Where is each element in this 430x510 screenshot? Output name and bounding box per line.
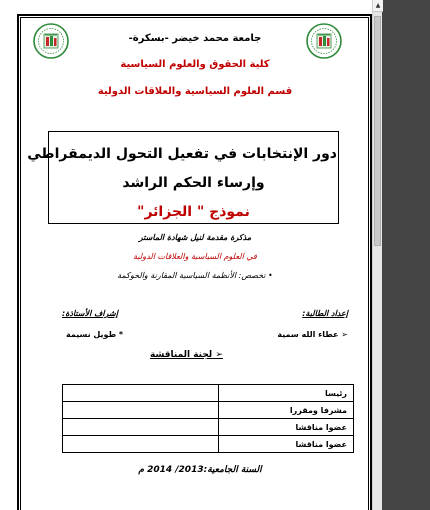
background-panel bbox=[382, 0, 430, 510]
student-name-text: عطاء الله سمية bbox=[277, 330, 339, 339]
thesis-title-line-3: نموذج " الجزائر" bbox=[137, 204, 250, 220]
memo-line-1: مذكرة مقدمة لنيل شهادة الماستر bbox=[138, 233, 252, 242]
committee-role: عضوا مناقشا bbox=[219, 419, 354, 436]
table-row bbox=[63, 385, 354, 402]
faculty-name: كلية الحقوق والعلوم السياسية bbox=[120, 59, 270, 70]
specialization: • تخصص: الأنظمة السياسية المقارنة والحوكمة bbox=[117, 271, 273, 280]
scrollbar-thumb[interactable] bbox=[374, 16, 381, 246]
prepared-by-label: إعداد الطالبة: bbox=[302, 309, 348, 318]
committee-member bbox=[63, 436, 219, 453]
check-arrow-icon: ➢ bbox=[215, 350, 223, 360]
thesis-title-line-2: وإرساء الحكم الراشد bbox=[122, 175, 265, 191]
committee-role: رئيسا bbox=[219, 385, 354, 402]
committee-role: مشرفا ومقررا bbox=[219, 402, 354, 419]
academic-year: السنة الجامعية:2013/ 2014 م bbox=[138, 465, 262, 475]
department-name: قسم العلوم السياسية والعلاقات الدولية bbox=[97, 86, 293, 97]
committee-role: عضوا مناقشا bbox=[219, 436, 354, 453]
committee-table bbox=[62, 384, 354, 453]
table-row bbox=[63, 436, 354, 453]
memo-line-2: في العلوم السياسية والعلاقات الدولية bbox=[133, 252, 257, 261]
committee-member bbox=[63, 385, 219, 402]
committee-label: لجنة المناقشة bbox=[150, 350, 213, 360]
asterisk-bullet-icon: * bbox=[118, 330, 124, 339]
table-row bbox=[63, 402, 354, 419]
table-row bbox=[63, 419, 354, 436]
supervisor-name bbox=[66, 330, 123, 339]
vertical-scrollbar[interactable] bbox=[372, 0, 382, 510]
committee-member bbox=[63, 419, 219, 436]
specialization-text: تخصص: الأنظمة السياسية المقارنة والحوكمة bbox=[117, 271, 266, 280]
supervised-by-label: إشراف الأستاذة: bbox=[62, 309, 118, 318]
committee-member bbox=[63, 402, 219, 419]
scroll-up-arrow-icon[interactable]: ▲ bbox=[373, 0, 383, 12]
check-arrow-icon: ➢ bbox=[341, 330, 348, 339]
committee-heading bbox=[150, 350, 223, 360]
thesis-title-line-1: دور الإنتخابات في تفعيل التحول الديمقراطي bbox=[27, 146, 337, 162]
supervisor-name-text: طويل نسيمة bbox=[66, 330, 117, 339]
student-name bbox=[277, 330, 348, 339]
university-name: جامعة محمد خيضر -بسكرة- bbox=[128, 33, 262, 44]
